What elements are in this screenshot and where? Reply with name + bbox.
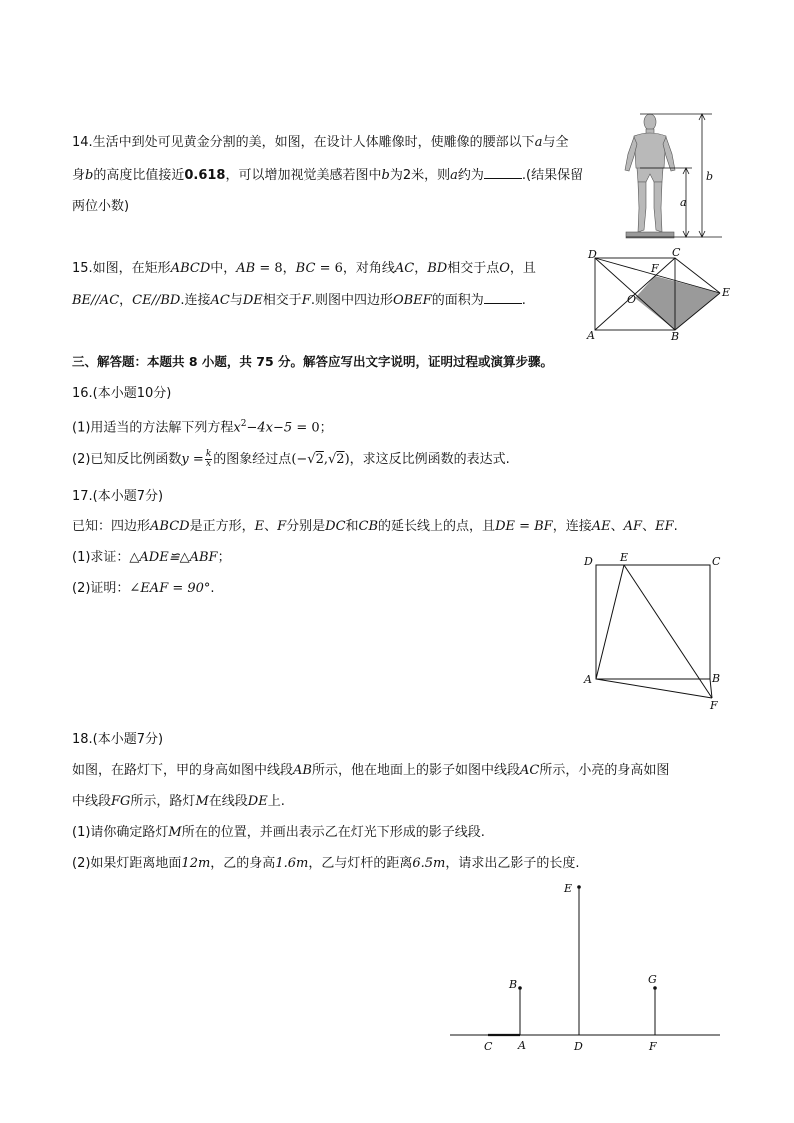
label-C: C — [484, 1040, 493, 1053]
label-G: G — [648, 973, 657, 986]
q15-line-2: BE//AC，CE//BD.连接AC与DE相交于F.则图中四边形OBEF的面积为 . — [72, 293, 526, 308]
answer-blank — [484, 166, 522, 179]
q18-line-2: 中线段FG所示，路灯M在线段DE上. — [72, 794, 285, 809]
label-D: D — [588, 248, 597, 261]
label-E: E — [722, 286, 731, 299]
q17-figure — [580, 550, 730, 715]
q14-figure — [620, 108, 730, 240]
q14-line-1: 14.生活中到处可见黄金分割的美，如图，在设计人体雕像时，使雕像的腰部以下a与全 — [72, 135, 569, 150]
q18-part-1: (1)请你确定路灯M所在的位置，并画出表示乙在灯光下形成的影子线段. — [72, 825, 485, 840]
q16-part-1: (1)用适当的方法解下列方程$x^2-4x-5 = 0$； — [72, 419, 333, 436]
label-B: B — [509, 978, 518, 991]
q17-line-1: 已知：四边形ABCD是正方形，E、F分别是DC和CB的延长线上的点，且DE = BF，连接AE、AF、EF. — [72, 519, 678, 534]
label-F: F — [651, 262, 659, 275]
label-F: F — [710, 699, 718, 712]
label-b: b — [706, 170, 714, 183]
q18-line-1: 如图，在路灯下，甲的身高如图中线段AB所示，他在地面上的影子如图中线段AC所示，小亮的身高如图 — [72, 763, 670, 778]
label-B: B — [712, 672, 721, 685]
q18-part-2: (2)如果灯距离地面12m，乙的身高1.6m，乙与灯杆的距离6.5m，请求出乙影子的长度. — [72, 856, 580, 871]
label-a: a — [680, 196, 687, 209]
label-E: E — [564, 882, 573, 895]
q15-figure — [584, 246, 734, 343]
label-D: D — [584, 555, 593, 568]
label-A: A — [584, 673, 592, 686]
label-O: O — [627, 293, 637, 306]
q14-line-3: 两位小数) — [72, 199, 130, 214]
answer-blank — [484, 291, 522, 304]
label-D: D — [574, 1040, 583, 1053]
statue-silhouette — [625, 114, 675, 238]
q15-line-1: 15.如图，在矩形ABCD中，AB = 8，BC = 6，对角线AC，BD相交于点O，且 — [72, 261, 536, 276]
q18-heading: 18.(本小题7分) — [72, 732, 164, 747]
q18-figure — [446, 878, 726, 1058]
label-E: E — [620, 551, 629, 564]
q16-heading: 16.(本小题10分) — [72, 386, 172, 401]
label-B: B — [671, 330, 680, 343]
label-A: A — [587, 329, 595, 342]
label-A: A — [518, 1039, 526, 1052]
label-F: F — [649, 1040, 657, 1053]
label-C: C — [712, 555, 721, 568]
q16-part-2: (2)已知反比例函数y = $\frac{k}{x}$ 的图象经过点(−√2,√2)，求这反比例函数的表达式. — [72, 449, 510, 469]
label-C: C — [672, 246, 681, 259]
fraction-k-over-x: $\frac{k}{x}$ — [205, 449, 212, 469]
section-3-heading: 三、解答题：本题共 8 小题，共 75 分。解答应写出文字说明，证明过程或演算步骤。 — [72, 354, 554, 369]
q17-heading: 17.(本小题7分) — [72, 489, 164, 504]
q17-part-2: (2)证明：∠EAF = 90°. — [72, 581, 215, 596]
q14-line-2: 身b的高度比值接近0.618，可以增加视觉美感若图中b为2米，则a约为 .(结果保留 — [72, 168, 584, 183]
q17-part-1: (1)求证：△ADE≌△ABF； — [72, 550, 231, 565]
